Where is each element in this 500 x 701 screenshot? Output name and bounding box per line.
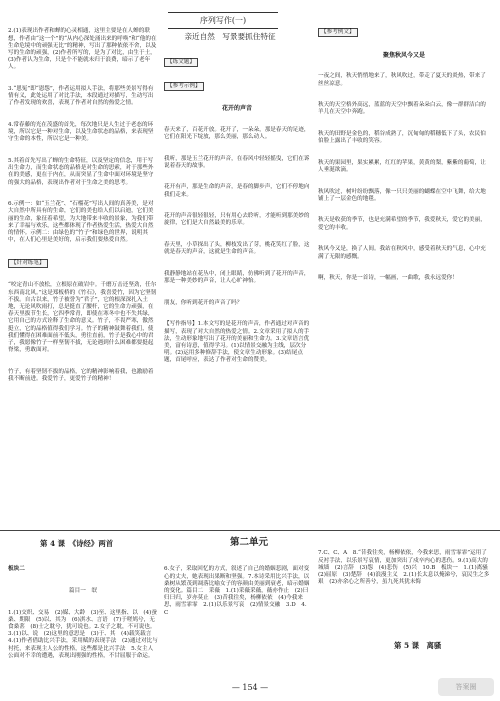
left-paragraph: “咬定青山不放松，立根原在破岩中。千磨万击还坚劲，任尔东西南北风。”这是郑板桥的《竹石》，我喜爱竹，因为它坚韧不拔。自古以来，竹子被誉为“君子”，它的根深深扎入土地，无论风吹雨打，总是挺直了腰杆，它的生命力顽强，在春天里拔节生长，它四季常青，即使在寒冬中也不失其绿，它用自己的方式诠释了生命的意义。竹子，不畏严寒，傲然挺立，它的品格值得我们学习。竹子的精神鼓舞着我们，使我们懂得在困难面前不低头，勇往直前，竹子是我心中的君子，我愿像竹子一样坚韧不拔，无论遇到什么困难都要挺起脊梁，勇敢面对。 (8, 282, 157, 354)
left-paragraph: 5.其着首先写出了蝉的生命特征，以及坚定的信念，用于写出生命力，而生命状态的品格是对生命的思索，对于那些外在的美感，更在于内在，从而突显了生命中面对环境是坚守的强大的品格，表现出作者对于生命之美的思考。 (8, 158, 154, 186)
essay-title: 花开的声音 (221, 105, 252, 113)
essay-paragraph: 我静静地站在花丛中，闭上眼睛，仿佛听到了花开的声音，那是一种美妙的声音，让人心旷神怡。 (164, 270, 310, 285)
writing-guide: 【写作指导】1.本文写的是花开的声音，作者通过对声音的描写，表现了对大自然的热爱之情。2.文章采用了拟人的手法，生动形象地写出了花开的美丽和生命力。3.文章语言优美，富有诗意，值得学习。(1)以情景交融为主线，层次分明。(2)运用多种修辞手法，使文章生动形象。(3)结尾点题，首尾呼应，表达了作者对生命的赞美。 (164, 321, 310, 364)
watermark-logo: 答案圈 (438, 678, 494, 696)
essay-paragraph: 花开的声音很轻很轻，只有用心去聆听，才能听到那美妙的旋律，它们是大自然最美的乐章。 (164, 213, 310, 227)
right-paragraph: 一夜之间，秋天悄悄地来了，秋风吹过，带走了夏天的炎热，带来了丝丝凉意。 (318, 73, 486, 87)
right-paragraph: 秋风吹过，树叶纷纷飘落，像一只只美丽的蝴蝶在空中飞舞，给大地铺上了一层金色的地毯。 (318, 188, 486, 202)
essay-paragraph: 我听，那是玉兰花开的声音，在春风中轻轻摇曳，它们在诉说着春天的故事。 (164, 155, 310, 169)
left-column (8, 14, 158, 526)
section-subtitle: 亲近自然 写景要抓住特征 (184, 32, 276, 41)
block-label: 板块二 (8, 566, 25, 573)
right-paragraph: 秋风今又是，换了人间。我站在秋风中，感受着秋天的气息，心中充满了无限的感慨。 (318, 246, 486, 260)
page-number: — 154 — (231, 683, 269, 692)
answer-text: 1.(1)交织、交易 (2)媒、大龄 (3)至、这里指、以 (4)蚕桑、期限 (5)以、其为 (6)淇水、言语 (7)于嗟鸠兮，无食桑葚 (8)士之耽兮，犹可说也。2.女子之耽，不可说也。3.(1)以、说 (2)这里的意思是 (3)于、其 (4)载笑载言 4.(1)作者借助比兴手法，采用赋的表现手法 (2)通过对比与衬托，来表现主人公的性格，这些都是比兴手法 5.女主人公面对不幸的遭遇，表现出刚强的性格，不甘屈服于命运。 (8, 609, 158, 659)
right-paragraph: 秋天的天空格外高远，蓝蓝的天空中飘着朵朵白云，像一群群洁白的羊儿在天空中奔跑。 (318, 102, 486, 116)
left-paragraph: 竹子，有着坚韧不拔的品格，它的精神影响着我，也激励着我不断前进。我爱竹子，更爱竹子的精神！ (8, 368, 154, 382)
essay-paragraph: 花开有声，那是生命的声音，是春的脚步声，它们不停地向我们走来。 (164, 184, 310, 198)
right-paragraph: 秋天的果园里，果实累累，红红的苹果，黄黄的梨，紫紫的葡萄，让人垂涎欲滴。 (318, 159, 486, 174)
left-paragraph: 3.“恩冤”即“恩怨”，作者运用拟人手法，将那些美景写得有情有义，此处运用了对比手法，本段通过对描写，生动写出了作者发现的欢喜，表现了作者对自然的热爱之情。 (8, 86, 154, 107)
practice-tag: 【练文题】 (164, 58, 198, 67)
right-paragraph: 秋天是收获的季节，也是充满希望的季节，我爱秋天，爱它的美丽，爱它的丰收。 (318, 217, 486, 231)
practice-tag: 【针对练笔】 (8, 259, 48, 268)
unit-title: 第二单元 (229, 537, 268, 548)
essay-paragraph: 春天里，小草探出了头，柳枝发出了芽，桃花笑红了脸，这就是春天的声音，这就是生命的声音。 (164, 242, 310, 256)
bottom-column-3 (318, 536, 494, 680)
answer-text: 6.女子，采取回忆的方式，叙述了自己的婚姻悲剧，面对变心的丈夫，她表现出果断和坚强。7.本诗采用比兴手法，以桑树从繁茂到凋落比喻女子的容颜由美丽到衰老，暗示婚姻的变化。篇目二 采薇 1.(1)采薇采薇，薇亦作止 (2)曰归曰归，岁亦莫止 (3)昔我往矣，杨柳依依 (4)今我来思，雨雪霏霏 2.(1)以乐景写哀 (2)情景交融 3.D 4.C (164, 566, 310, 616)
practice-heading (8, 259, 158, 268)
bottom-column-2 (164, 552, 310, 680)
left-paragraph: 6.示例一：如“玉兰花”、“石榴花”写出人间的真善美，是对大自然中所具有的生命，它们的美也给人们以启迪，它们美丽的生命，象征着希望，为大地带来丰收的景象，为我们带来了幸福与欢乐，这些都体现了作者热爱生活，热爱大自然的情怀。示例二：由绿色的“竹子”和绿色的世界，说明其中，在人们心里是美好的，启示我们要热爱自然。 (8, 201, 154, 244)
right-column (318, 14, 490, 526)
left-paragraph: 4.常春藤的光在茂盛的首先，每次地只是人生过于老态的环境，所以它是一种对生命，以及生命状态的品格，来表现坚守生命的本性，所以它是一种美。 (8, 122, 154, 143)
example-essay-tag: 【参考例文】 (318, 28, 358, 37)
poem-label: 篇目一 氓 (69, 588, 97, 595)
section-title: 序列写作(一) (168, 12, 278, 29)
right-paragraph: 秋天的田野是金色的，稻谷成熟了，沉甸甸的稻穗低下了头，农民伯伯脸上露出了丰收的笑容。 (318, 131, 486, 145)
essay-paragraph: 朋友，你听到花开的声音了吗？ (164, 299, 243, 306)
example-tag: 【参考示例】 (164, 82, 204, 91)
bottom-column-1 (8, 552, 158, 680)
lesson-4-title: 第 4 课 《诗经》两首 (40, 539, 114, 548)
right-essay-title: 聚焦秋风今又是 (382, 51, 425, 59)
left-paragraph: 2.(1)表现出作者和蝉的心灵相通，这里主要是在人蝉的联想，作者由“这一个”的“从内心深处涌出来的呼唤”和“他的在生命危境中的顽强无比”的精神，写出了那种依依不舍，以及写的生命的顽强，(2)作者所写的，是为了对比，由生于土，(3)作者认为生命，只是个不能就未归于浪费，暗示了老年人。 (8, 28, 157, 71)
answer-text: 7.C、C、A 8.“昔我往矣，杨柳依依，今我来思，雨雪霏霏”运用了反衬手法，以乐景写哀情，更加突出了戍卒内心的悲伤。9.(1)高大的城墙 (2)言辞 (3)怨 (4)悲伤 (5)兴 10.B 板块一 1.(1)离骚 (2)屈原 (3)楚辞 (4)浪漫主义 2.(1)长太息以掩涕兮，哀民生之多艰 (2)亦余心之所善兮，虽九死其犹未悔 (318, 550, 494, 586)
middle-column (164, 44, 310, 528)
essay-paragraph: 春天来了，百花开放。花开了，一朵朵，那是春天的足迹，它们在阳光下绽放，那么美丽，那么动人。 (164, 126, 310, 141)
right-paragraph: 啊，秋天，你是一首诗，一幅画，一曲歌，我永远爱你！ (318, 275, 458, 282)
section-divider (0, 530, 500, 531)
lesson-5-title: 第 5 课 离骚 (394, 641, 442, 650)
